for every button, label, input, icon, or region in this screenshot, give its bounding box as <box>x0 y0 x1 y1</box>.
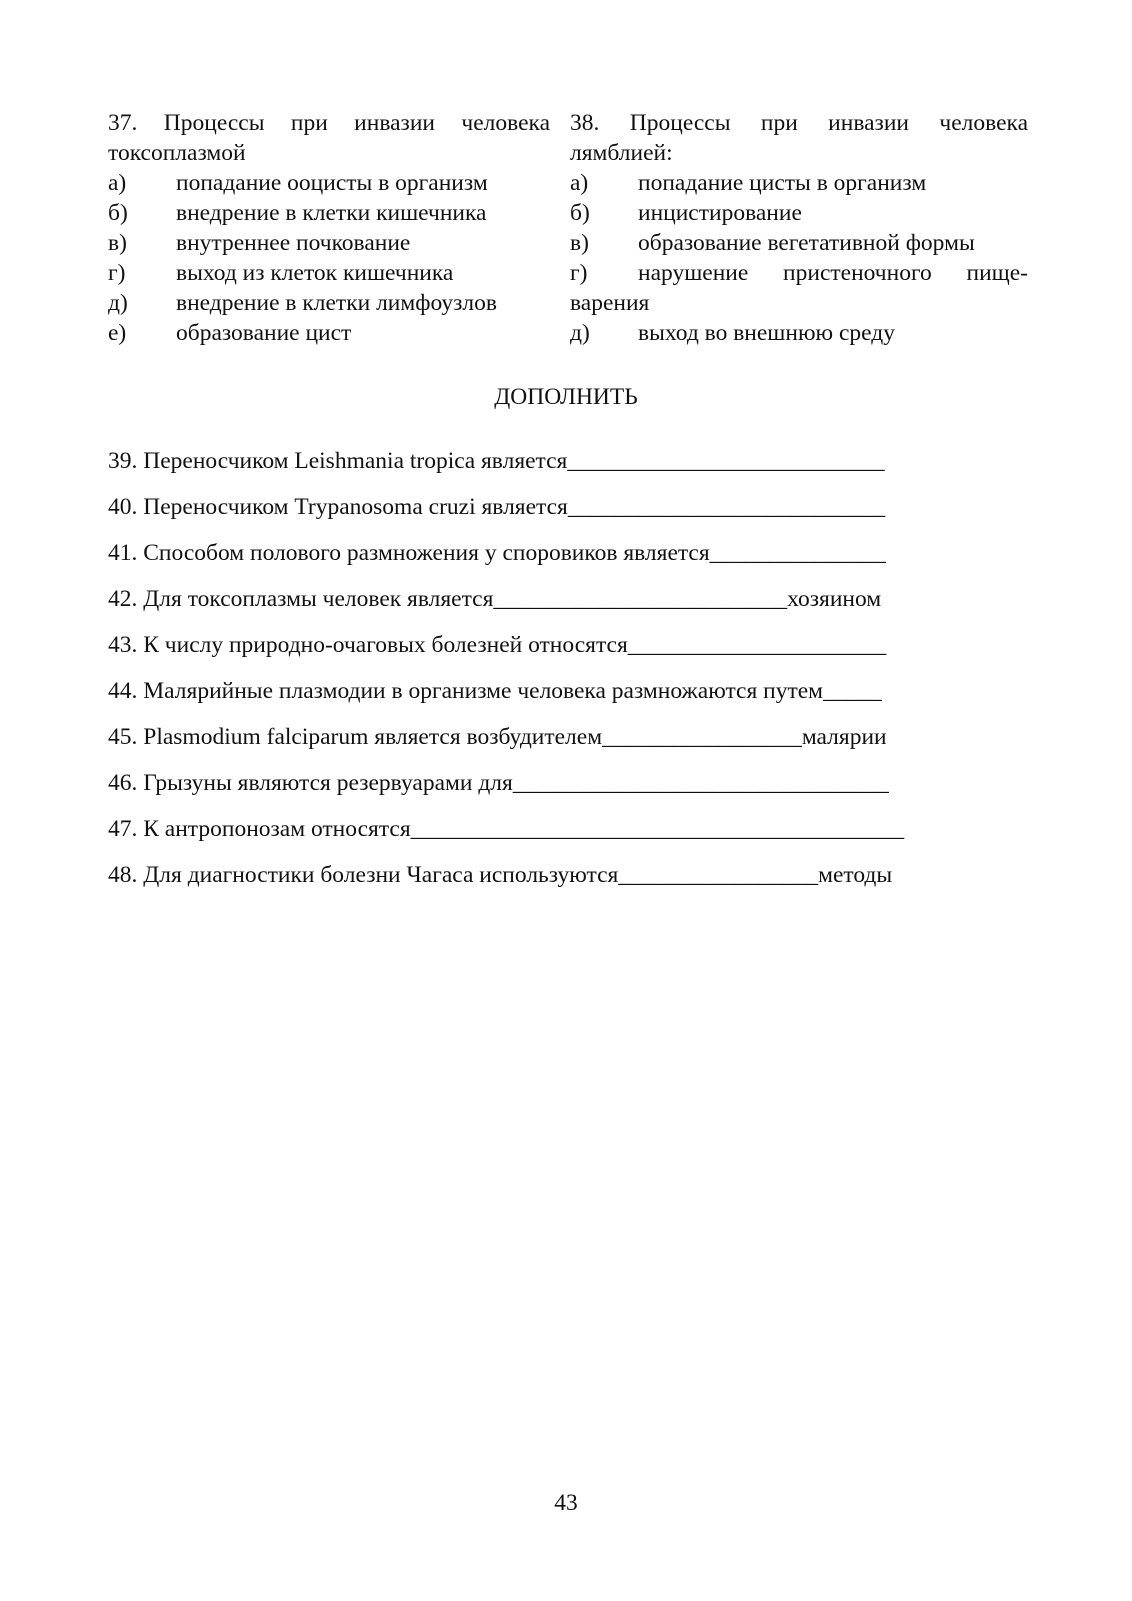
option-letter: е) <box>108 320 127 346</box>
question-38-option <box>570 168 1028 198</box>
option-letter: в) <box>570 230 589 256</box>
fill-in-item: 40. Переносчиком Trypanosoma cruzi является___________________________ <box>108 494 886 520</box>
option-text: выход во внешнюю среду <box>638 320 895 346</box>
option-text: образование цист <box>176 320 352 346</box>
question-37-title: 37. Процессы при инвазии человека токсоплазмой <box>108 110 550 166</box>
option-letter: б) <box>108 200 128 226</box>
question-37-option <box>108 318 550 348</box>
option-letter: а) <box>108 170 127 196</box>
option-text: попадание ооцисты в организм <box>176 170 488 196</box>
option-letter: а) <box>570 170 589 196</box>
question-38-option <box>570 258 1028 288</box>
fill-in-item: 47. К антропонозам относятся__________________________________________ <box>108 816 905 842</box>
question-37-option <box>108 168 550 198</box>
question-37-option <box>108 288 550 318</box>
option-letter: в) <box>108 230 127 256</box>
option-letter: б) <box>570 200 590 226</box>
option-text: выход из клеток кишечника <box>176 260 454 286</box>
fill-in-item: 44. Малярийные плазмодии в организме человека размножаются путем_____ <box>108 678 882 704</box>
option-text: попадание цисты в организм <box>638 170 927 196</box>
question-38-option <box>570 318 1028 348</box>
question-38 <box>570 108 1028 348</box>
section-heading: ДОПОЛНИТЬ <box>494 384 638 410</box>
option-text-continuation: варения <box>570 290 650 316</box>
fill-in-item: 46. Грызуны являются резервуарами для________________________________ <box>108 770 889 796</box>
option-letter: д) <box>108 290 128 316</box>
question-38-title: 38. Процессы при инвазии человека лямблией: <box>570 110 1028 166</box>
fill-in-item: 41. Способом полового размножения у споровиков является_______________ <box>108 540 886 566</box>
option-text: внутреннее почкование <box>176 230 411 256</box>
question-38-option <box>570 228 1028 258</box>
question-37-option <box>108 198 550 228</box>
option-text: инцистирование <box>638 200 802 226</box>
fill-in-questions <box>108 446 1008 906</box>
fill-in-item: 45. Plasmodium falciparum является возбудителем_________________малярии <box>108 724 887 750</box>
option-text: внедрение в клетки лимфоузлов <box>176 290 497 316</box>
question-37-option <box>108 228 550 258</box>
page-number: 43 <box>554 1490 578 1516</box>
fill-in-item: 39. Переносчиком Leishmania tropica является___________________________ <box>108 448 885 474</box>
option-letter: г) <box>570 260 588 286</box>
option-letter: д) <box>570 320 590 346</box>
matching-questions <box>108 108 1028 348</box>
option-text: нарушение пристеночного пище- <box>638 260 1028 286</box>
fill-in-item: 42. Для токсоплазмы человек является_________________________хозяином <box>108 586 882 612</box>
question-37 <box>108 108 550 348</box>
option-text: образование вегетативной формы <box>638 230 975 256</box>
question-37-option <box>108 258 550 288</box>
fill-in-item: 48. Для диагностики болезни Чагаса используются_________________методы <box>108 862 893 888</box>
option-letter: г) <box>108 260 126 286</box>
fill-in-item: 43. К числу природно-очаговых болезней относятся______________________ <box>108 632 887 658</box>
question-38-option <box>570 198 1028 228</box>
option-text: внедрение в клетки кишечника <box>176 200 487 226</box>
